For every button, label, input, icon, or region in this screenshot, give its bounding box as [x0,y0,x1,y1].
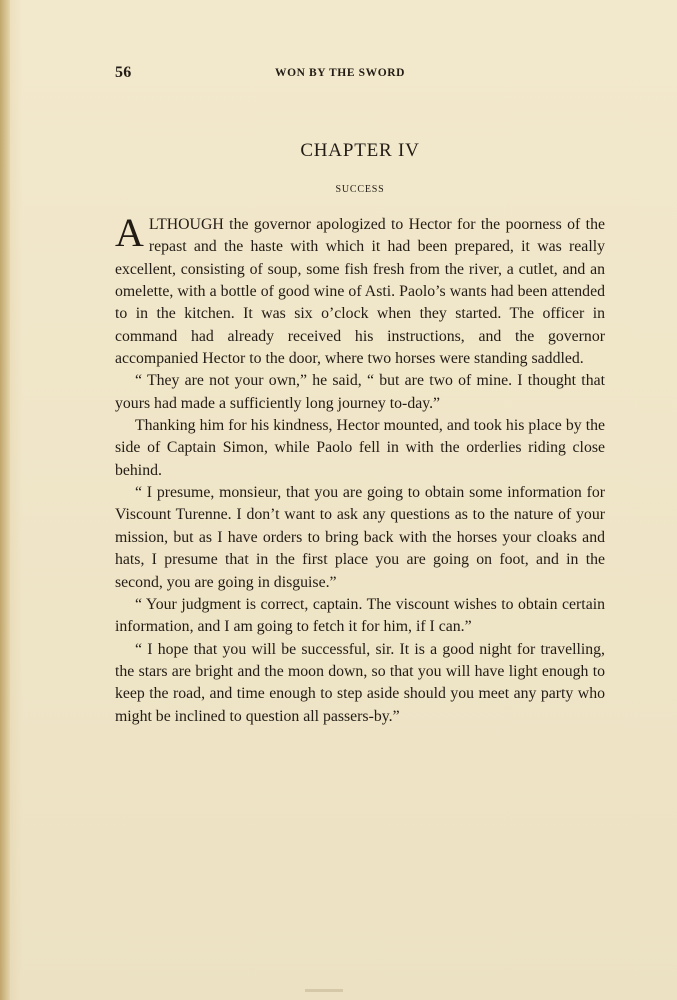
paragraph: Thanking him for his kindness, Hector mounted, and took his place by the side of Captain Simon, while Paolo fell in with the orderlies riding close behind. [115,417,605,479]
page-gutter [0,0,10,1000]
running-title: WON BY THE SWORD [275,67,406,79]
running-header [115,64,603,84]
paragraph-text: LTHOUGH the governor apologized to Hector for the poorness of the repast and the haste with which it had been prepared, it was really excellent, consisting of soup, some fish fresh from the river, a cutlet, and an omelette, with a bottle of good wine of Asti. Paolo’s wants had been attended to in the kitchen. It was six o’clock when they started. The officer in command had already received his instructions, and the governor accompanied Hector to the door, where two horses were standing saddled. [115,216,605,368]
body-text [115,210,605,728]
paragraph: “ Your judgment is correct, captain. The viscount wishes to obtain certain information, and I am going to fetch it for him, if I can.” [115,595,605,636]
paragraph: “ I hope that you will be successful, sir. It is a good night for travelling, the stars are bright and the moon down, so that you will have light enough to keep the road, and time enough to step aside should you meet any party who might be inclined to question all passers-by.” [115,640,605,725]
paragraph [115,210,605,370]
drop-cap: A [115,210,144,255]
page-number: 56 [115,64,132,81]
paragraph: “ I presume, monsieur, that you are going to obtain some information for Viscount Turenne. I don’t want to ask any questions as to the nature of your mission, but as I have orders to bring back with the horses your cloaks and hats, I presume that in the first place you are going on foot, and in the second, you are going in disguise.” [115,484,605,591]
chapter-heading: CHAPTER IV [300,140,420,161]
bottom-page-mark [305,989,343,992]
chapter-subtitle: SUCCESS [335,184,385,195]
paragraph: “ They are not your own,” he said, “ but are two of mine. I thought that yours had made a sufficiently long journey to-day.” [115,372,605,412]
